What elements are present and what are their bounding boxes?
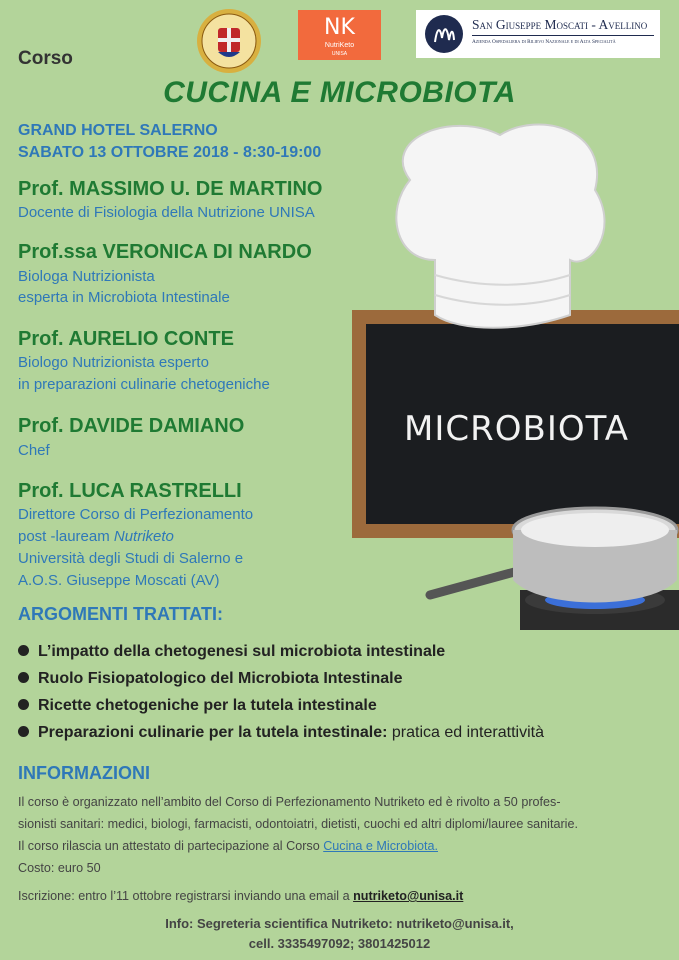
nutriketo-logo-sub: UNISA — [331, 51, 348, 57]
speaker-5-role-line2-text: post -lauream — [18, 528, 114, 545]
info-cost: Costo: euro 50 — [18, 861, 101, 875]
info-line-2: sionisti sanitari: medici, biologi, farmacisti, odontoiatri, dietisti, cuochi ed altri diplomi/lauree sanitarie. — [18, 817, 578, 831]
speaker-3-role-line2: in preparazioni culinarie chetogeniche — [18, 376, 270, 393]
speaker-1-role: Docente di Fisiologia della Nutrizione UNISA — [18, 204, 315, 221]
speaker-2-role-line1: Biologa Nutrizionista — [18, 268, 155, 285]
venue-place: GRAND HOTEL SALERNO — [18, 122, 218, 139]
speaker-5-role-line4: A.O.S. Giuseppe Moscati (AV) — [18, 572, 220, 589]
chef-hat-icon — [396, 124, 604, 327]
bullet-icon — [18, 672, 29, 683]
topic-item-1-text: L’impatto della chetogenesi sul microbiota intestinale — [38, 643, 446, 660]
speaker-3-role-line1: Biologo Nutrizionista esperto — [18, 354, 209, 371]
speaker-5-role-line2 — [18, 526, 174, 547]
corso-label: Corso — [18, 48, 73, 69]
info-iscrizione-text: Iscrizione: entro l’11 ottobre registrarsi inviando una email a — [18, 889, 354, 903]
footer-info-line-1: Info: Segreteria scientifica Nutriketo: nutriketo@unisa.it, — [165, 916, 514, 931]
nutriketo-logo-name: NutriKeto — [324, 42, 355, 49]
speaker-5-name: Prof. LUCA RASTRELLI — [18, 480, 242, 502]
footer-info-line-2: cell. 3335497092; 3801425012 — [248, 936, 431, 951]
speaker-5-role-line3: Università degli Studi di Salerno e — [18, 550, 244, 567]
topic-item-2 — [18, 670, 402, 688]
info-line-3 — [18, 836, 438, 856]
hospital-logo-name: San Giuseppe Moscati - Avellino — [472, 17, 648, 32]
university-seal-logo — [196, 8, 262, 74]
speaker-3-name: Prof. AURELIO CONTE — [18, 328, 234, 350]
info-iscrizione — [18, 886, 463, 906]
topic-item-4-suffix: pratica ed interattività — [387, 724, 544, 741]
speaker-5-role-nutriketo: Nutriketo — [113, 528, 174, 545]
speaker-5-role-line1: Direttore Corso di Perfezionamento — [18, 506, 254, 523]
topic-item-2-text: Ruolo Fisiopatologico del Microbiota Intestinale — [38, 670, 403, 687]
course-link[interactable]: Cucina e Microbiota. — [323, 839, 438, 853]
bullet-icon — [18, 645, 29, 656]
nutriketo-logo-letters: NK — [324, 15, 355, 40]
speaker-2-name: Prof.ssa VERONICA DI NARDO — [18, 241, 312, 263]
info-heading: INFORMAZIONI — [18, 763, 150, 783]
nutriketo-logo — [298, 10, 381, 60]
topic-item-4 — [18, 724, 544, 742]
info-line-3-text: Il corso rilascia un attestato di partecipazione al Corso — [18, 839, 324, 853]
bullet-icon — [18, 699, 29, 710]
topic-item-4-text: Preparazioni culinarie per la tutela intestinale: — [38, 724, 388, 741]
speaker-1-name: Prof. MASSIMO U. DE MARTINO — [18, 178, 323, 200]
venue-date: SABATO 13 OTTOBRE 2018 - 8:30-19:00 — [18, 144, 322, 161]
hospital-logo — [416, 10, 660, 58]
speaker-4-name: Prof. DAVIDE DAMIANO — [18, 415, 245, 437]
topic-item-3-text: Ricette chetogeniche per la tutela intestinale — [38, 697, 377, 714]
page-title: CUCINA E MICROBIOTA — [163, 76, 516, 109]
topic-item-1 — [18, 643, 445, 661]
info-line-1: Il corso è organizzato nell’ambito del Corso di Perfezionamento Nutriketo ed è rivolto a 50 profes- — [18, 795, 561, 809]
speaker-4-role: Chef — [18, 442, 50, 459]
bullet-icon — [18, 726, 29, 737]
hospital-emblem-icon — [424, 14, 464, 54]
hospital-logo-subtitle: Azienda Ospedaliera di Rilievo Nazionale e di Alta Specialità — [472, 39, 616, 45]
email-link[interactable]: nutriketo@unisa.it — [353, 889, 464, 903]
topic-item-3 — [18, 697, 377, 715]
chalkboard-illustration — [340, 110, 679, 640]
topics-heading: ARGOMENTI TRATTATI: — [18, 604, 223, 624]
speaker-2-role-line2: esperta in Microbiota Intestinale — [18, 289, 230, 306]
chalkboard-text: MICROBIOTA — [404, 409, 629, 449]
